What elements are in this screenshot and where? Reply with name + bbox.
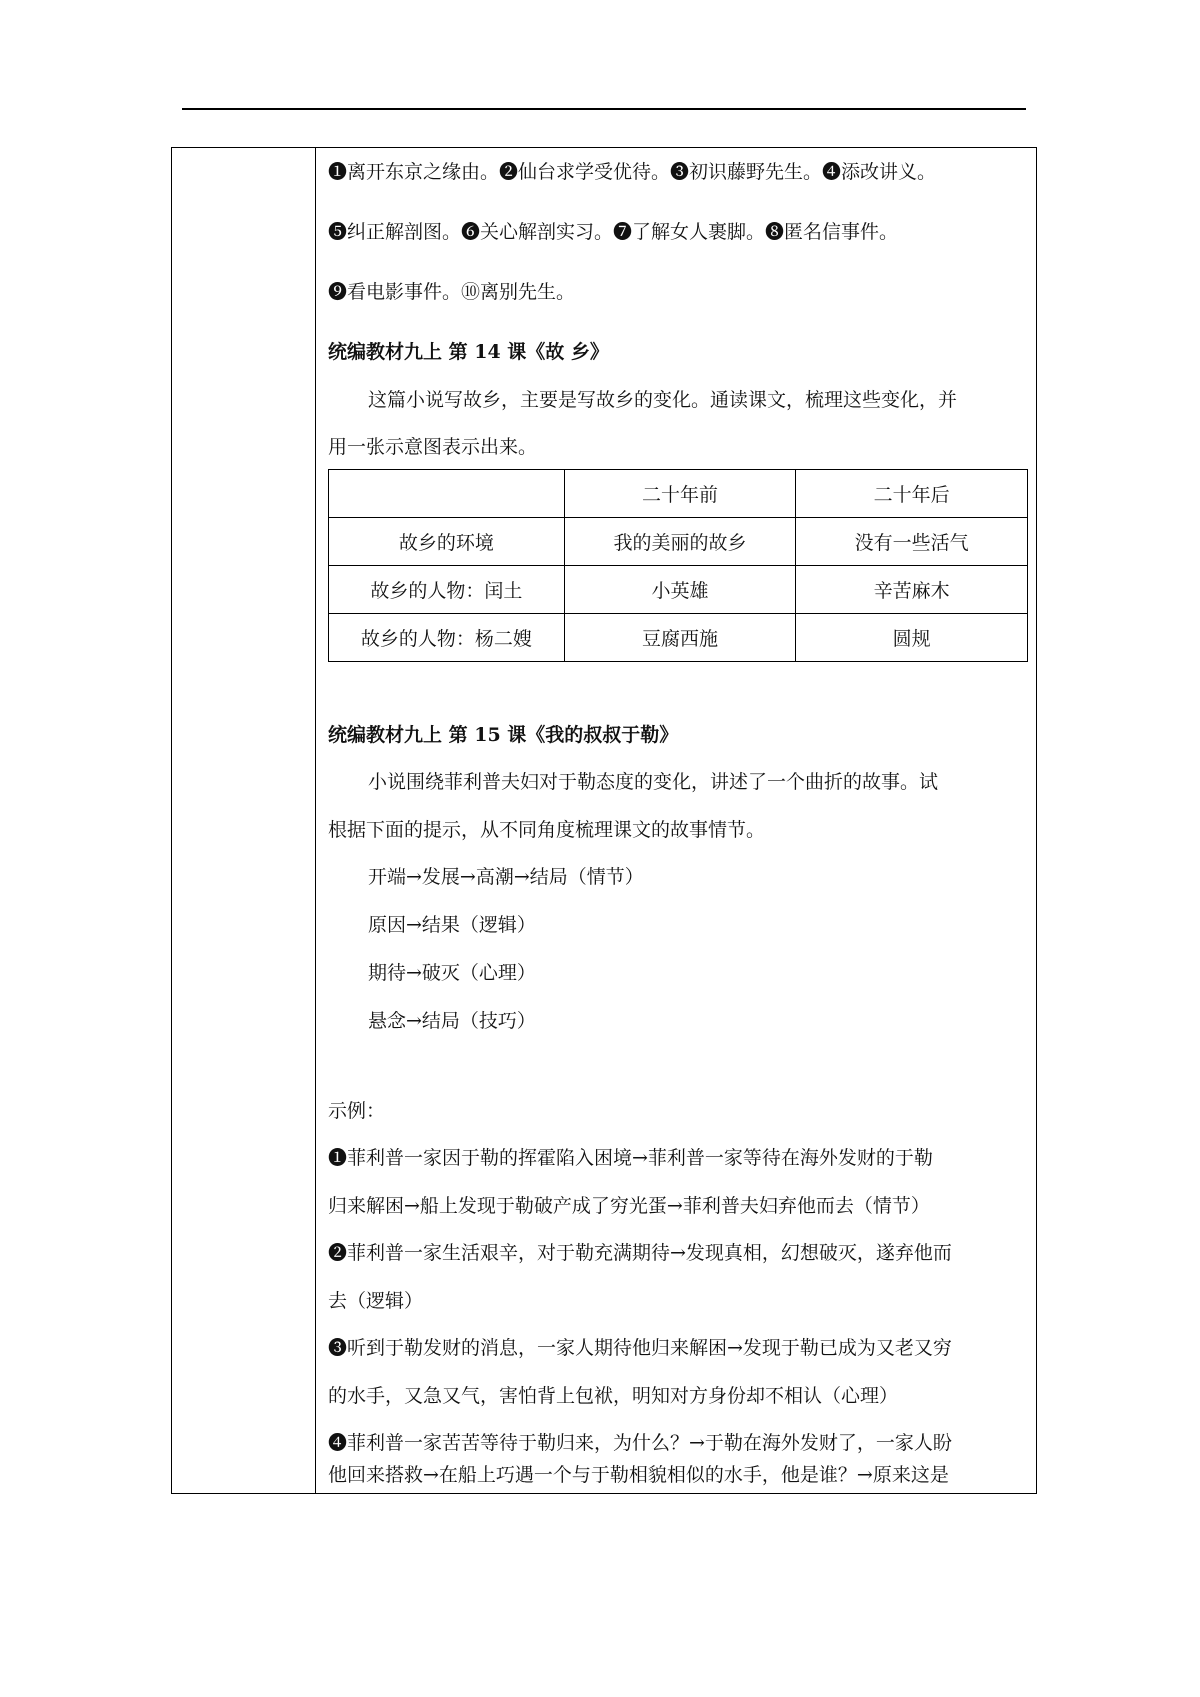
hometown-change-table xyxy=(328,469,1028,662)
example-label: 示例： xyxy=(328,1100,386,1122)
left-column xyxy=(172,148,316,1493)
example-line: ❹菲利普一家苦苦等待于勒归来，为什么？→于勒在海外发财了，一家人盼 xyxy=(328,1432,952,1454)
example-line: 的水手，又急又气，害怕背上包袱，明知对方身份却不相认（心理） xyxy=(328,1385,899,1407)
lesson15-hint: 原因→结果（逻辑） xyxy=(368,914,536,936)
lesson13-line-2: ❺纠正解剖图。❻关心解剖实习。❼了解女人裹脚。❽匿名信事件。 xyxy=(328,221,899,243)
header-rule xyxy=(182,108,1026,110)
table-row xyxy=(329,566,1028,614)
lesson15-para-line-1: 小说围绕菲利普夫妇对于勒态度的变化，讲述了一个曲折的故事。试 xyxy=(368,771,939,793)
outer-table xyxy=(171,147,1037,1494)
lesson15-hint: 悬念→结局（技巧） xyxy=(368,1010,536,1032)
table-cell: 圆规 xyxy=(796,614,1028,662)
lesson15-hint: 开端→发展→高潮→结局（情节） xyxy=(368,866,644,888)
lesson15-heading: 统编教材九上 第 15 课《我的叔叔于勒》 xyxy=(328,724,679,746)
table-cell: 故乡的人物：杨二嫂 xyxy=(329,614,565,662)
table-cell: 没有一些活气 xyxy=(796,518,1028,566)
lesson13-line-1: ❶离开东京之缘由。❷仙台求学受优待。❸初识藤野先生。❹添改讲义。 xyxy=(328,161,937,183)
example-line: 去（逻辑） xyxy=(328,1290,424,1312)
lesson15-hint: 期待→破灭（心理） xyxy=(368,962,536,984)
example-line: ❶菲利普一家因于勒的挥霍陷入困境→菲利普一家等待在海外发财的于勒 xyxy=(328,1147,933,1169)
lesson14-heading: 统编教材九上 第 14 课《故 乡》 xyxy=(328,341,609,363)
example-line: ❷菲利普一家生活艰辛，对于勒充满期待→发现真相，幻想破灭，遂弃他而 xyxy=(328,1242,952,1264)
table-cell: 辛苦麻木 xyxy=(796,566,1028,614)
table-row xyxy=(329,518,1028,566)
lesson15-para-line-2: 根据下面的提示，从不同角度梳理课文的故事情节。 xyxy=(328,819,766,841)
table-row xyxy=(329,614,1028,662)
example-line: ❸听到于勒发财的消息，一家人期待他归来解困→发现于勒已成为又老又穷 xyxy=(328,1337,952,1359)
table-cell: 豆腐西施 xyxy=(564,614,796,662)
lesson14-para-line-2: 用一张示意图表示出来。 xyxy=(328,436,538,458)
lesson13-line-3: ❾看电影事件。⑩离别先生。 xyxy=(328,281,576,303)
example-line: 他回来搭救→在船上巧遇一个与于勒相貌相似的水手，他是谁？→原来这是 xyxy=(328,1464,949,1486)
table-header-cell: 二十年后 xyxy=(796,470,1028,518)
table-cell: 故乡的人物：闰土 xyxy=(329,566,565,614)
lesson14-para-line-1: 这篇小说写故乡，主要是写故乡的变化。通读课文，梳理这些变化，并 xyxy=(368,389,958,411)
table-cell: 故乡的环境 xyxy=(329,518,565,566)
table-header-row xyxy=(329,470,1028,518)
table-cell: 小英雄 xyxy=(564,566,796,614)
table-header-cell: 二十年前 xyxy=(564,470,796,518)
table-header-cell xyxy=(329,470,565,518)
example-line: 归来解困→船上发现于勒破产成了穷光蛋→菲利普夫妇弃他而去（情节） xyxy=(328,1195,930,1217)
table-cell: 我的美丽的故乡 xyxy=(564,518,796,566)
